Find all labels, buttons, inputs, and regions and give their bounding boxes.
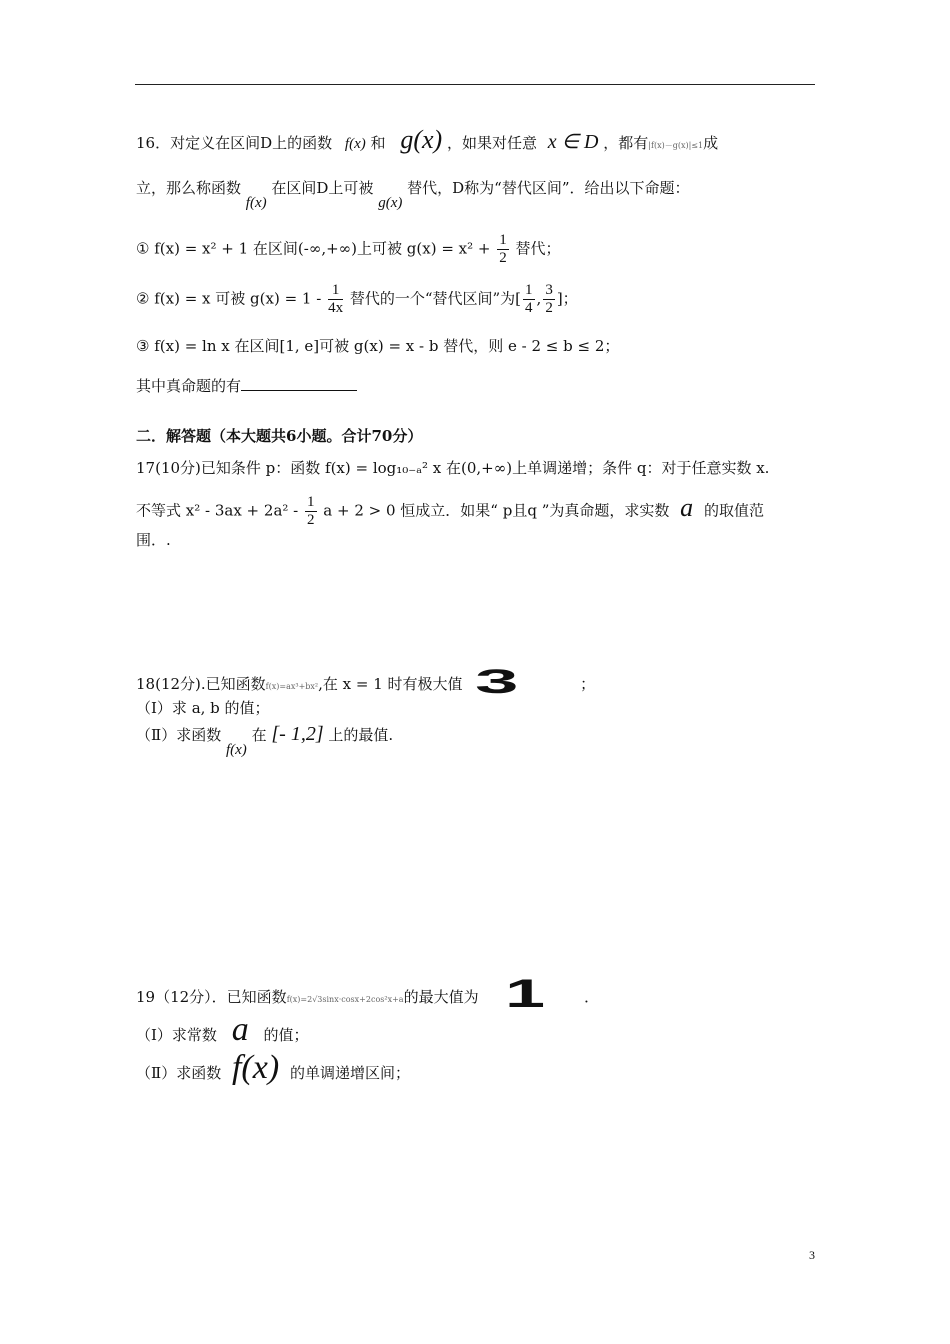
q16-proposition-1: ① f(x) = x² + 1 在区间(-∞,+∞)上可被 g(x) = x² + $\frac{1}{2}$ 替代； bbox=[136, 232, 561, 266]
q17-line1: 17(10分)已知条件 p：函数 f(x) = log₁₀₋ₐ² x 在(0,+∞)上单调递增；条件 q：对于任意实数 x. bbox=[136, 459, 770, 477]
q16-proposition-3: ③ f(x) = ln x 在区间[1, e]可被 g(x) = x - b 替代，则 e - 2 ≤ b ≤ 2； bbox=[136, 337, 620, 355]
page-number: 3 bbox=[809, 1248, 815, 1262]
fraction: $\frac{1}{4x}$ bbox=[328, 282, 344, 316]
q17-line3: 围．. bbox=[136, 531, 171, 549]
fraction: $\frac{1}{2}$ bbox=[499, 232, 507, 266]
q16-line1: 16．对定义在区间D上的函数 f(x) 和 g(x) ，如果对任意 x ∈ D ，都有|f(x)－g(x)|≤1成 bbox=[136, 125, 719, 154]
fraction: $\frac{3}{2}$ bbox=[545, 282, 553, 316]
q19-part2: （Ⅱ）求函数 f(x) 的单调递增区间； bbox=[136, 1049, 410, 1086]
q18-part1: （Ⅰ）求 a, b 的值； bbox=[136, 699, 270, 717]
section-title: 二．解答题（本大题共6小题。合计70分） bbox=[136, 427, 423, 445]
max-value-figure: 1 bbox=[505, 972, 546, 1016]
answer-blank[interactable] bbox=[241, 376, 357, 391]
fraction: $\frac{1}{2}$ bbox=[307, 494, 315, 528]
header-rule bbox=[135, 84, 815, 85]
q19-line1: 19（12分）．已知函数f(x)=2√3sinx·cosx+2cos²x+a的最大值为 1 ． bbox=[136, 972, 600, 1016]
q17-line2: 不等式 x² - 3ax + 2a² - $\frac{1}{2}$ a + 2 > 0 恒成立．如果“ p且q ”为真命题，求实数 a 的取值范 bbox=[136, 492, 764, 528]
q18-part2: （Ⅱ）求函数 f(x) 在 [- 1,2] 上的最值. bbox=[136, 723, 394, 758]
q16-proposition-2: ② f(x) = x 可被 g(x) = 1 - $\frac{1}{4x}$ 替代的一个“替代区间”为[ $\frac{1}{4}$ , $\frac{3}{2}$ ]； bbox=[136, 282, 578, 316]
q19-part1: （Ⅰ）求常数 a 的值； bbox=[136, 1011, 309, 1048]
q18-line1: 18(12分).已知函数f(x)=ax³+bx²,在 x = 1 时有极大值 3 ； bbox=[136, 663, 596, 701]
max-value-figure: 3 bbox=[475, 663, 519, 701]
fraction: $\frac{1}{4}$ bbox=[525, 282, 533, 316]
q16-answer: 其中真命题的有 bbox=[136, 376, 357, 396]
q16-line2: 立，那么称函数 f(x) 在区间D上可被 g(x) 替代，D称为“替代区间”．给出以下命题： bbox=[136, 179, 690, 211]
